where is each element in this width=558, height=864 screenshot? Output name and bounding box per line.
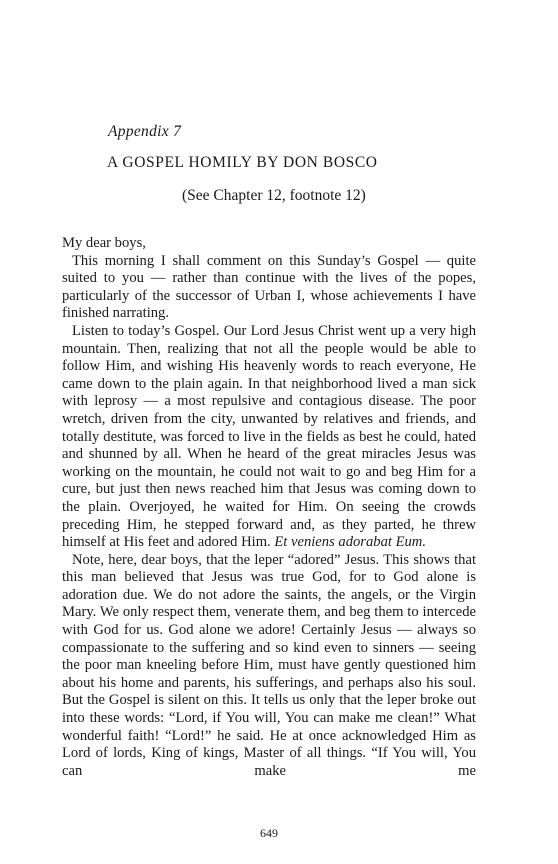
- paragraph-1: This morning I shall comment on this Sunday’s Gospel — quite suited to you — rather than continue with the lives of the popes, particularly of the successor of Urban I, whose achievements I have finished narrating.: [62, 252, 476, 322]
- chapter-title: A GOSPEL HOMILY BY DON BOSCO: [107, 154, 378, 171]
- paragraph-3: Note, here, dear boys, that the leper “adored” Jesus. This shows that this man believed that Jesus was true God, for to God alone is adoration due. We do not adore the saints, the angels, or the Virgin Mary. We only respect them, venerate them, and beg them to intercede with God for us. God alone we adore! Certainly Jesus — always so compassionate to the suffering and so kind even to sinners — seeing the poor man kneeling before Him, must have gently questioned him about his home and parents, his sufferings, and perhaps also his soul. But the Gospel is silent on this. It tells us only that the leper broke out into these words: “Lord, if You will, You can make me clean!” What wonderful faith! “Lord!” he said. He at once acknowledged Him as Lord of lords, King of kings, Master of all things. “If You will, You can make me: [62, 551, 476, 779]
- chapter-subtitle: (See Chapter 12, footnote 12): [182, 187, 366, 204]
- paragraph-2: [62, 323, 476, 552]
- salutation: My dear boys,: [62, 235, 146, 251]
- page-number: 649: [260, 826, 278, 840]
- paragraph-2-text: Listen to today’s Gospel. Our Lord Jesus Christ went up a very high mountain. Then, realizing that not all the people would be able to follow Him, and wishing His heavenly words to reach everyone, He came down to the plain again. In that neighborhood lived a man sick with leprosy — a most repulsive and contagious disease. The poor wretch, driven from the city, unwanted by relatives and friends, and totally destitute, was forced to live in the fields as best he could, hated and shunned by all. When he heard of the great miracles Jesus was working on the mountain, he could not wait to go and beg Him for a cure, but just then news reached him that Jesus was coming down to the plain. Overjoyed, he waited for Him. On seeing the crowds preceding Him, he stepped forward and, as they parted, he threw himself at His feet and adored Him.: [62, 322, 476, 551]
- latin-quote: Et veniens adorabat Eum.: [274, 534, 426, 551]
- appendix-label: Appendix 7: [108, 123, 182, 140]
- homily-text: [62, 235, 476, 780]
